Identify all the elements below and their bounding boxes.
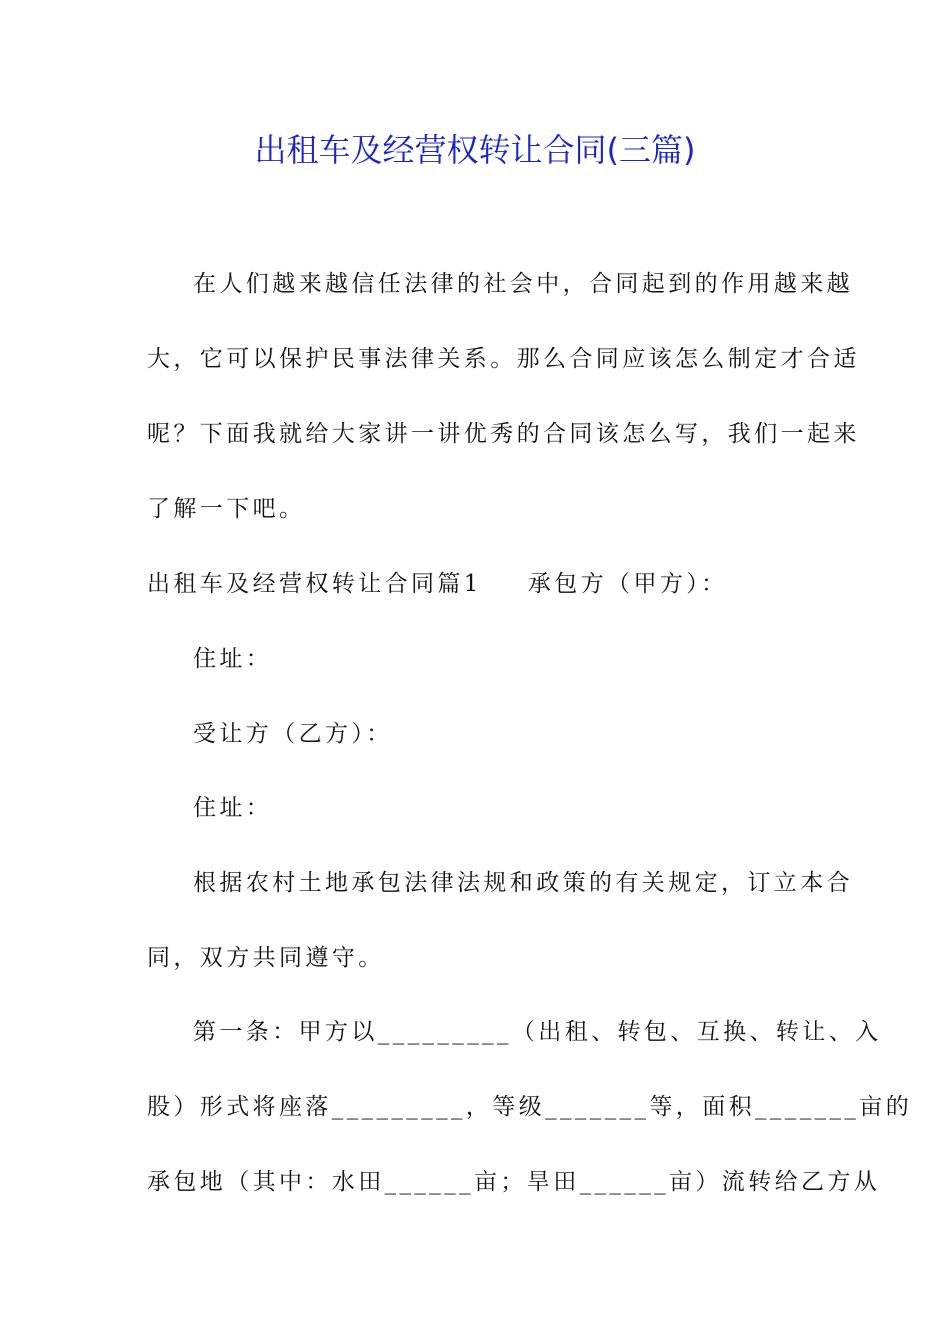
intro-line-1: 在人们越来越信任法律的社会中，合同起到的作用越来越: [193, 271, 853, 297]
intro-line-4: 了解一下吧。: [147, 496, 306, 522]
article-1-line-1: 第一条：甲方以_________（出租、转包、互换、转让、入: [193, 1019, 882, 1045]
basis-line-2: 同，双方共同遵守。: [147, 945, 385, 971]
document-title: 出租车及经营权转让合同(三篇): [254, 131, 696, 169]
party-b-label: 受让方（乙方）：: [193, 721, 393, 747]
intro-line-3: 呢？下面我就给大家讲一讲优秀的合同该怎么写，我们一起来: [147, 421, 860, 447]
party-b-address: 住址：: [193, 795, 273, 821]
party-a-address: 住址：: [193, 646, 273, 672]
article-1-line-3: 承包地（其中：水田______亩；旱田______亩）流转给乙方从: [147, 1169, 881, 1195]
section-heading: 出租车及经营权转让合同篇1: [147, 571, 482, 597]
section-heading-line: [147, 564, 807, 604]
article-1-line-2: 股）形式将座落_________，等级_______等，面积_______亩的: [147, 1094, 913, 1120]
intro-line-2: 大，它可以保护民事法律关系。那么合同应该怎么制定才合适: [147, 346, 860, 372]
party-a-label: 承包方（甲方）：: [527, 571, 728, 597]
basis-line-1: 根据农村土地承包法律法规和政策的有关规定，订立本合: [193, 870, 853, 896]
